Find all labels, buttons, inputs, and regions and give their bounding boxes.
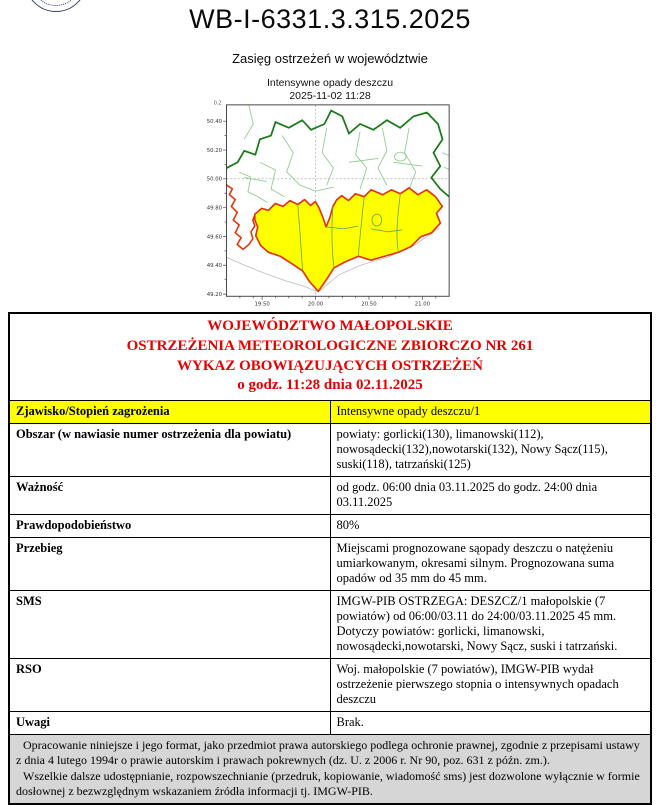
- row-label: Uwagi: [9, 712, 330, 735]
- row-value: IMGW-PIB OSTRZEGA: DESZCZ/1 małopolskie (7 powiatów) od 06:00/03.11 do 24:00/03.11.2025 45 mm. Dotyczy powiatów: gorlicki, limanowski, nowosądecki,nowotarski, Nowy Sącz, suski i tatrzański.: [330, 591, 651, 659]
- row-value: Intensywne opady deszczu/1: [330, 401, 651, 424]
- y-axis-label: 49.80: [206, 205, 223, 212]
- distribution-paragraph: Wszelkie dalsze udostępnianie, rozpowszechnianie (przedruk, kopiowanie, wiadomość sms) jest dozwolone wyłącznie w formie dosłownej z bezwzględnym wskazaniem źródła informacji tj. IMGW-PIB.: [16, 768, 640, 798]
- province-border-north: [226, 111, 449, 197]
- row-label: RSO: [9, 659, 330, 712]
- row-value: od godz. 06:00 dnia 03.11.2025 do godz. 24:00 dnia 03.11.2025: [330, 477, 651, 515]
- header-bulletin-number: OSTRZEŻENIA METEOROLOGICZNE ZBIORCZO NR 261: [126, 337, 534, 354]
- row-value: Brak.: [330, 712, 651, 735]
- row-label: Prawdopodobieństwo: [9, 515, 330, 538]
- row-label: Obszar (w nawiasie numer ostrzeżenia dla powiatu): [9, 424, 330, 477]
- x-axis-label: 20.00: [307, 301, 324, 308]
- y-axis-label: 49.40: [206, 263, 223, 270]
- header-voivodeship: WOJEWÓDZTWO MAŁOPOLSKIE: [207, 318, 453, 334]
- warning-map: [204, 99, 456, 308]
- table-row-area: [9, 424, 651, 477]
- province-border-west: [226, 185, 254, 249]
- document-subtitle: Zasięg ostrzeżeń w województwie: [232, 51, 428, 66]
- row-value: Woj. małopolskie (7 powiatów), IMGW-PIB wydał ostrzeżenie pierwszego stopnia o intensywnych opadach deszczu: [330, 659, 651, 712]
- header-list-title: WYKAZ OBOWIĄZUJĄCYCH OSTRZEŻEŃ: [177, 357, 483, 374]
- document-title: WB-I-6331.3.315.2025: [189, 4, 471, 34]
- row-label: Zjawisko/Stopień zagrożenia: [9, 401, 330, 424]
- y-axis-label: 50.00: [206, 176, 223, 183]
- y-axis-label: 50.20: [206, 148, 223, 155]
- row-value: powiaty: gorlicki(130), limanowski(112), nowosądecki(132),nowotarski(132), Nowy Sącz(115), suski(118), tatrzański(125): [330, 424, 651, 477]
- table-row-course: [9, 538, 651, 591]
- table-row-validity: [9, 477, 651, 515]
- table-row-rso: [9, 659, 651, 712]
- table-row-remarks: [9, 712, 651, 735]
- y-axis-label: 49.20: [206, 292, 223, 299]
- table-row-probability: [9, 515, 651, 538]
- map-caption-phenomenon: Intensywne opady deszczu: [266, 77, 394, 89]
- copyright-paragraph: Opracowanie niniejsze i jego format, jako przedmiot prawa autorskiego podlega ochronie prawnej, zgodnie z przepisami ustawy z dnia 4 lutego 1994r o prawie autorskim i prawach pokrewnych (dz. U. z 2006 r. Nr 90, poz. 631 z późn. zm.).: [16, 738, 640, 768]
- map-container: [0, 99, 660, 308]
- row-label: SMS: [9, 591, 330, 659]
- row-value: Miejscami prognozowane sąopady deszczu o natężeniu umiarkowanym, okresami silnym. Prognozowana suma opadów od 35 mm do 45 mm.: [330, 538, 651, 591]
- x-axis-labels: [254, 302, 430, 308]
- row-value: 80%: [330, 515, 651, 538]
- table-header-cell: [9, 313, 651, 401]
- table-header-row: [9, 313, 651, 401]
- map-corner-label: 0.2: [213, 100, 222, 107]
- x-axis-label: 21.00: [414, 301, 431, 308]
- x-axis-label: 19.50: [254, 301, 270, 308]
- table-footer-row: [9, 735, 651, 804]
- row-label: Przebieg: [9, 538, 330, 591]
- row-label: Ważność: [9, 477, 330, 515]
- warning-area: [255, 188, 443, 292]
- header-issue-time: o godz. 11:28 dnia 02.11.2025: [237, 377, 423, 394]
- x-axis-label: 20.50: [361, 301, 377, 308]
- copyright-notice: [9, 735, 651, 804]
- table-row-phenomenon: [9, 401, 651, 424]
- map-caption-datetime: 2025-11-02 11:28: [289, 90, 371, 103]
- table-row-sms: [9, 591, 651, 659]
- y-axis-label: 49.60: [206, 234, 223, 241]
- y-axis-label: 50.40: [206, 119, 223, 126]
- y-axis-labels: [207, 119, 223, 298]
- warning-table: [8, 312, 652, 805]
